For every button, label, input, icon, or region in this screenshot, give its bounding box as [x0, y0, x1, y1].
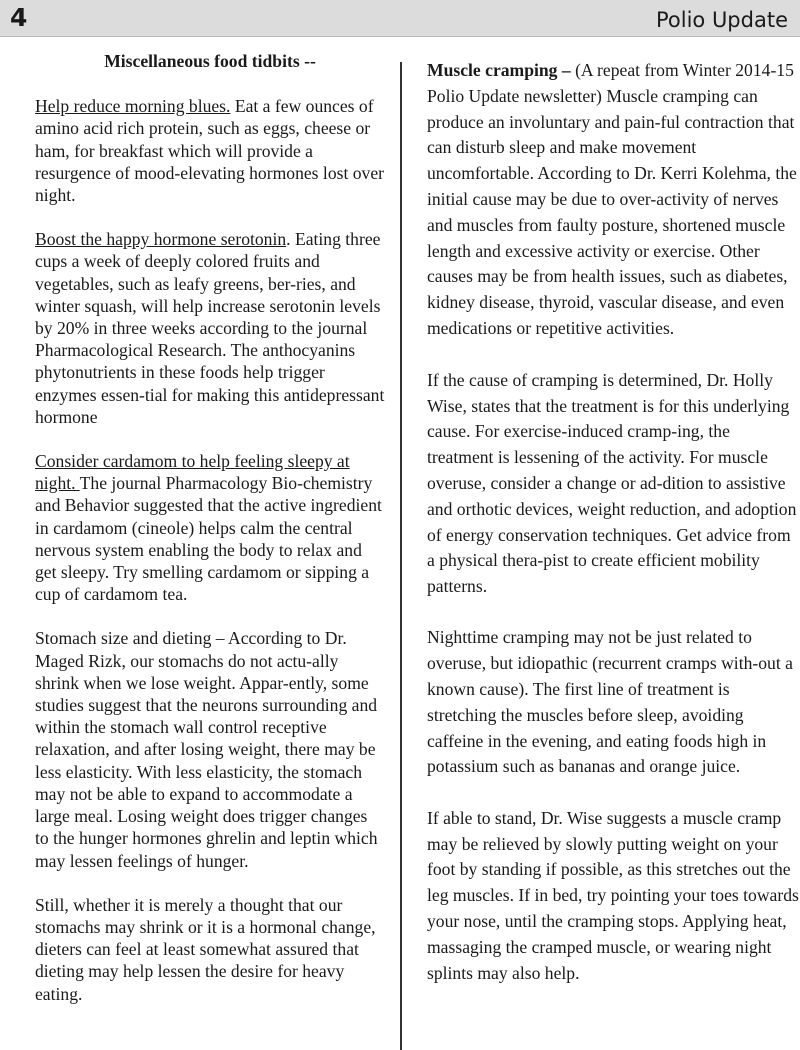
- article-heading: Muscle cramping –: [427, 60, 571, 80]
- page-number: 4: [10, 3, 28, 32]
- tidbit-morning-blues: [35, 95, 385, 206]
- article-lead-text: (A repeat from Winter 2014-15 Polio Update newsletter) Muscle cramping can produce an involuntary and pain-ful contraction that can disturb sleep and make movement uncomfortable. According to Dr. Kerri Kolehma, the initial cause may be due to over-activity of nerves and muscles from faulty posture, shortened muscle length and excessive activity or exercise. Other causes may be from health issues, such as diabetes, kidney disease, thyroid, vascular disease, and even medications or repetitive activities.: [427, 60, 797, 338]
- tidbit-cardamom: [35, 450, 385, 605]
- paragraph-nighttime-cramping: Nighttime cramping may not be just related to overuse, but idiopathic (recurrent cramps with-out a known cause). The first line of treatment is stretching the muscles before sleep, avoiding caffeine in the evening, and eating foods high in potassium such as bananas and orange juice.: [427, 627, 793, 777]
- tidbit-text: Eat a few ounces of amino acid rich protein, such as eggs, cheese or ham, for breakfast which will provide a resurgence of mood-elevating hormones lost over night.: [35, 96, 385, 206]
- paragraph-treatment: If the cause of cramping is determined, Dr. Holly Wise, states that the treatment is for this underlying cause. For exercise-induced cramp-ing, the treatment is lessening of the activity. For muscle overuse, consider a change or ad-dition to assistive and orthotic devices, weight reduction, and adoption of energy conservation techniques. Get advice from a physical thera-pist to create efficient mobility patterns.: [427, 369, 797, 597]
- section-title: Miscellaneous food tidbits --: [104, 51, 316, 71]
- paragraph-dieting-conclusion: Still, whether it is merely a thought that our stomachs may shrink or it is a hormonal change, dieters can feel at least somewhat assured that dieting may help lessen the desire for heavy eating.: [35, 894, 376, 1004]
- page-header: [0, 0, 800, 37]
- tidbit-heading: Consider cardamom to help feeling sleepy at night.: [35, 451, 350, 494]
- tidbit-text: The journal Pharmacology Bio-chemistry and Behavior suggested that the active ingredient in cardamom (cineole) helps calm the central nervous system enabling the body to relax and get sleepy. Try smelling cardamom or sipping a cup of cardamom tea.: [35, 473, 382, 605]
- publication-title: Polio Update: [655, 8, 788, 32]
- column-divider: [400, 62, 402, 1050]
- paragraph-stomach-size: Stomach size and dieting – According to Dr. Maged Rizk, our stomachs do not actu-ally shrink when we lose weight. Appar-ently, some studies suggest that the neurons surrounding and within the stomach wall control receptive relaxation, and after losing weight, there may be less elasticity. With less elasticity, the stomach may not be able to expand to accommodate a large meal. Losing weight does trigger changes to the hunger hormones ghrelin and leptin which may lessen feelings of hunger.: [35, 628, 378, 871]
- tidbit-serotonin: [35, 228, 385, 428]
- right-column: [427, 58, 799, 1012]
- tidbit-heading: Boost the happy hormone serotonin: [35, 229, 287, 250]
- tidbit-heading: Help reduce morning blues.: [35, 96, 231, 117]
- tidbit-text: . Eating three cups a week of deeply colored fruits and vegetables, such as leafy greens, ber-ries, and winter squash, will help increase serotonin levels by 20% in three weeks according to the journal Pharmacological Research. The anthocyanins phytonutrients in these foods help trigger enzymes essen-tial for making this antidepressant hormone: [35, 229, 385, 427]
- left-column: [35, 50, 385, 1027]
- paragraph-muscle-cramping-intro: [427, 58, 799, 342]
- paragraph-relief-tips: If able to stand, Dr. Wise suggests a muscle cramp may be relieved by slowly putting weight on your foot by standing if possible, as this stretches out the leg muscles. If in bed, try pointing your toes towards your nose, until the cramping stops. Applying heat, massaging the cramped muscle, or wearing night splints may also help.: [427, 807, 799, 983]
